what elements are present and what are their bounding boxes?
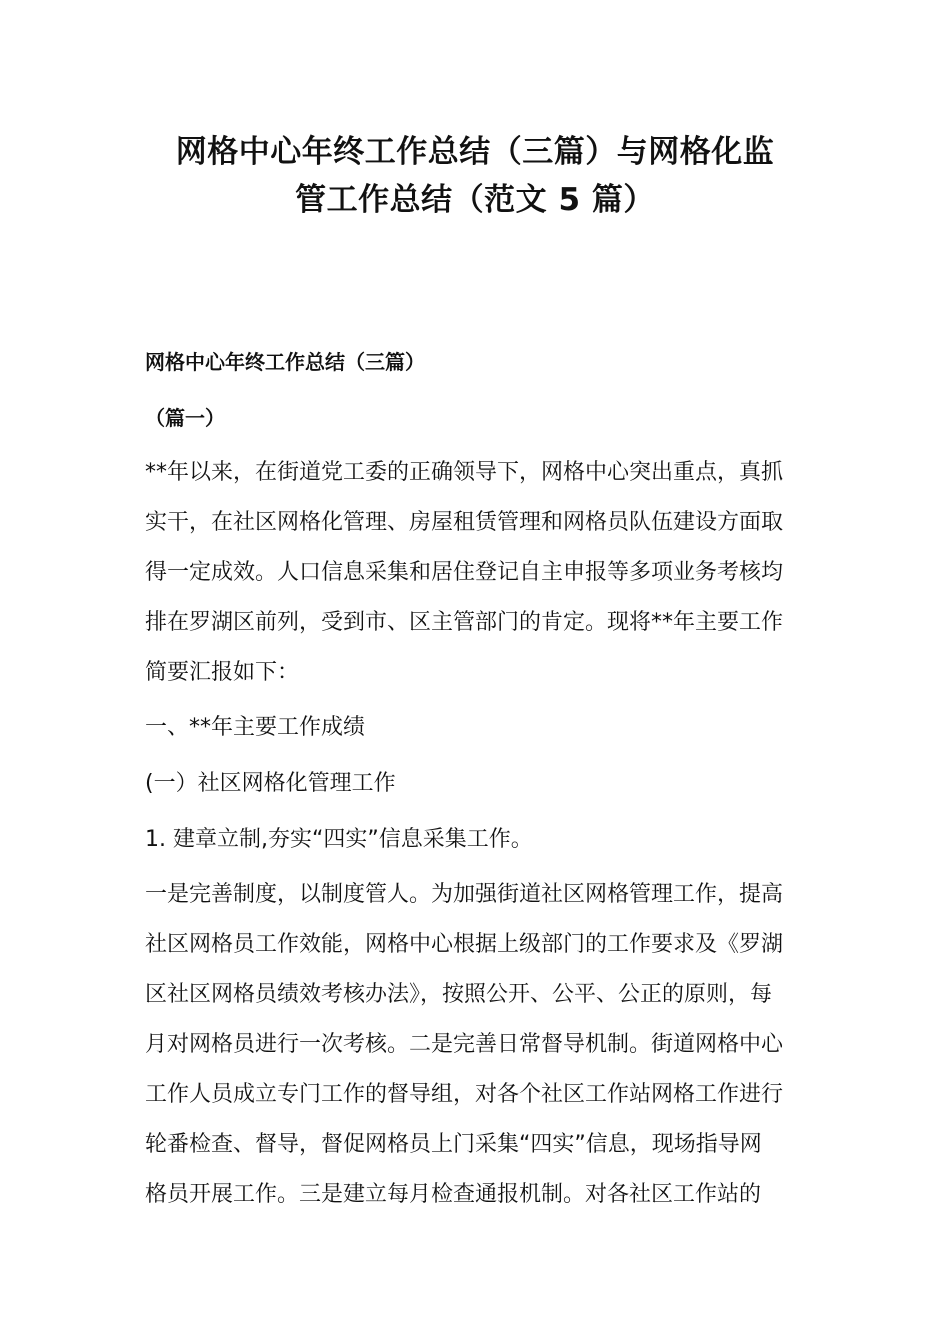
paragraph-line: 一是完善制度，以制度管人。为加强街道社区网格管理工作，提高 bbox=[145, 882, 784, 907]
part-label: （篇一） bbox=[145, 406, 225, 430]
paragraph-line: 月对网格员进行一次考核。二是完善日常督导机制。街道网格中心 bbox=[145, 1032, 784, 1057]
section-title: 网格中心年终工作总结（三篇） bbox=[145, 350, 425, 374]
paragraph-line: 简要汇报如下： bbox=[145, 660, 300, 685]
intro-paragraph bbox=[145, 448, 805, 698]
heading-level-3: 1. 建章立制,夯实“四实”信息采集工作。 bbox=[145, 827, 533, 852]
title-line-2: 管工作总结（范文 5 篇） bbox=[295, 182, 655, 218]
paragraph-line: 轮番检查、督导，督促网格员上门采集“四实”信息，现场指导网 bbox=[145, 1132, 762, 1157]
paragraph-line: 排在罗湖区前列，受到市、区主管部门的肯定。现将**年主要工作 bbox=[145, 610, 784, 635]
document-title bbox=[120, 128, 830, 224]
paragraph-line: 区社区网格员绩效考核办法》，按照公开、公平、公正的原则，每 bbox=[145, 982, 773, 1007]
title-line-1: 网格中心年终工作总结（三篇）与网格化监 bbox=[175, 134, 775, 170]
paragraph-line: 工作人员成立专门工作的督导组，对各个社区工作站网格工作进行 bbox=[145, 1082, 784, 1107]
heading-level-2: (一）社区网格化管理工作 bbox=[145, 771, 396, 796]
paragraph-line: 社区网格员工作效能，网格中心根据上级部门的工作要求及《罗湖 bbox=[145, 932, 784, 957]
heading-level-1: 一、**年主要工作成绩 bbox=[145, 715, 366, 740]
paragraph-line: 格员开展工作。三是建立每月检查通报机制。对各社区工作站的 bbox=[145, 1182, 762, 1207]
paragraph-line: 实干，在社区网格化管理、房屋租赁管理和网格员队伍建设方面取 bbox=[145, 510, 784, 535]
paragraph-line: **年以来，在街道党工委的正确领导下，网格中心突出重点，真抓 bbox=[145, 460, 784, 485]
paragraph-line: 得一定成效。人口信息采集和居住登记自主申报等多项业务考核均 bbox=[145, 560, 784, 585]
body-paragraph bbox=[145, 870, 805, 1220]
